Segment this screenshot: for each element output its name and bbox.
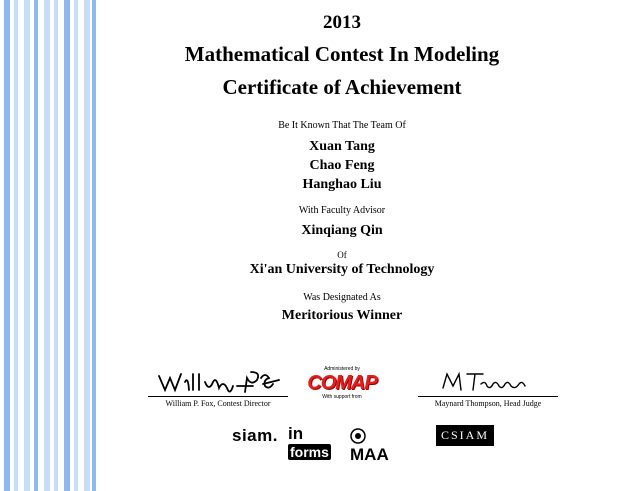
decorative-stripe-border — [0, 0, 100, 491]
stripe — [92, 0, 96, 491]
administered-by-text: Administered by — [324, 366, 360, 372]
team-member-name: Hanghao Liu — [302, 177, 382, 192]
university-name: Xi'an University of Technology — [249, 262, 435, 277]
stripe — [34, 0, 38, 491]
stripe — [64, 0, 70, 491]
stripe — [54, 0, 58, 491]
informs-logo — [288, 424, 331, 462]
stripe — [14, 0, 18, 491]
director-signature — [153, 368, 283, 394]
comap-logo: COMAP — [307, 372, 377, 394]
support-text: With support from — [322, 394, 362, 400]
judge-caption: Maynard Thompson, Head Judge — [434, 399, 542, 408]
signature-line — [418, 396, 558, 397]
award-title: Meritorious Winner — [281, 308, 403, 323]
certificate-title: Certificate of Achievement — [222, 75, 462, 99]
stripe — [24, 0, 30, 491]
comap-logo-block — [306, 366, 378, 400]
informs-prefix: in — [288, 424, 304, 443]
stripe — [44, 0, 50, 491]
judge-signature — [423, 368, 553, 394]
director-signature-block — [148, 368, 288, 408]
team-members-list — [100, 137, 584, 194]
advisor-intro-text: With Faculty Advisor — [298, 205, 386, 216]
stripe — [84, 0, 90, 491]
contest-title: Mathematical Contest In Modeling — [184, 42, 500, 66]
maa-text: MAA — [350, 445, 389, 464]
informs-box-text: forms — [290, 444, 329, 460]
csiam-logo: CSIAM — [436, 425, 494, 446]
maa-emblem-icon — [350, 428, 366, 444]
signature-line — [148, 396, 288, 397]
team-member-name: Chao Feng — [309, 158, 375, 173]
maa-logo — [350, 425, 389, 465]
director-caption: William P. Fox, Contest Director — [165, 399, 271, 408]
stripe — [4, 0, 10, 491]
judge-signature-block — [418, 368, 558, 408]
stripe — [74, 0, 78, 491]
designation-intro-text: Was Designated As — [303, 292, 381, 303]
known-intro-text: Be It Known That The Team Of — [278, 120, 406, 131]
team-member-name: Xuan Tang — [309, 139, 375, 154]
faculty-advisor-name: Xinqiang Qin — [301, 223, 383, 238]
of-label: Of — [337, 250, 347, 260]
siam-logo: siam. — [232, 426, 278, 445]
certificate-year: 2013 — [323, 12, 361, 33]
